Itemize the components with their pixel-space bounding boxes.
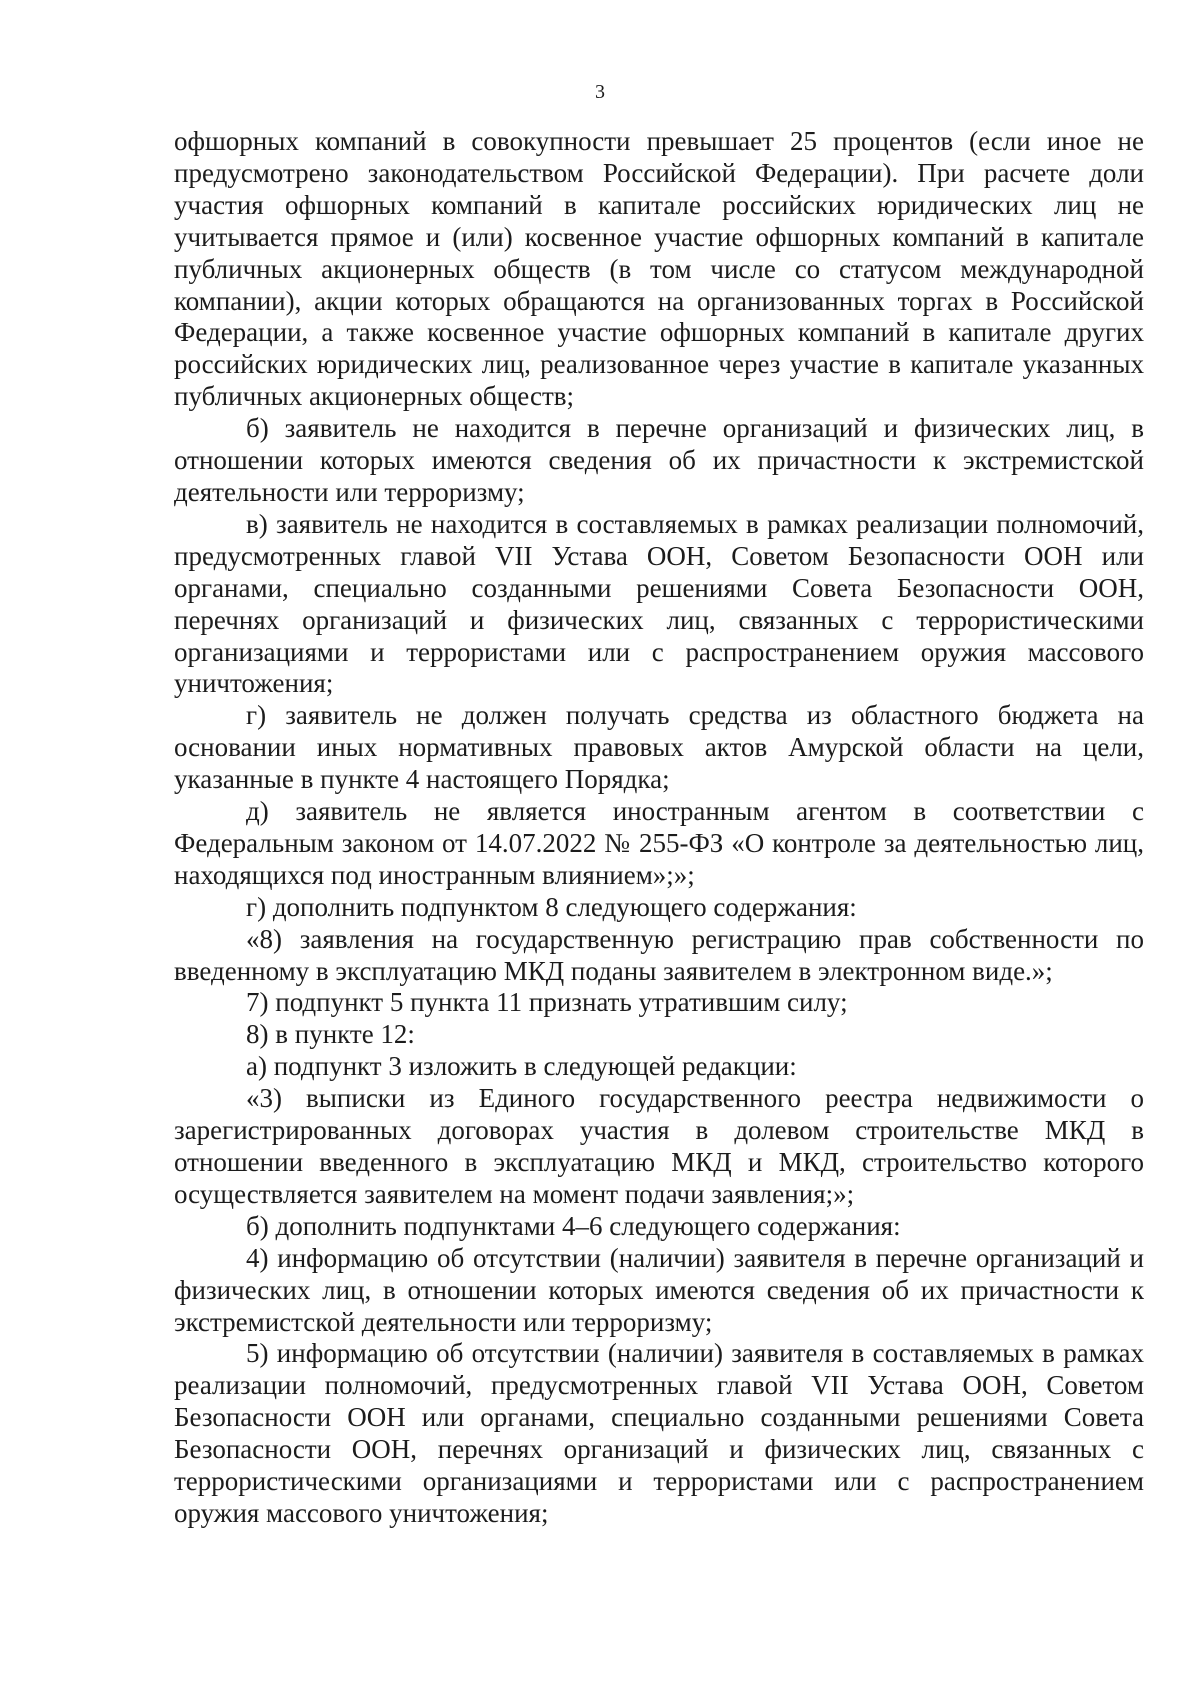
document-body <box>174 126 1144 1530</box>
paragraph-g-regional-budget: г) заявитель не должен получать средства из областного бюджета на основании иных нормативных правовых актов Амурской области на цели, указанные в пункте 4 настоящего Порядка; <box>174 700 1144 795</box>
paragraph-add-subpoint-8: г) дополнить подпунктом 8 следующего содержания: <box>246 891 857 922</box>
paragraph-item-7: 7) подпункт 5 пункта 11 признать утратившим силу; <box>246 987 848 1018</box>
paragraph-d-foreign-agent: д) заявитель не является иностранным агентом в соответствии с Федеральным законом от 14.07.2022 № 255-ФЗ «О контроле за деятельностью лиц, находящихся под иностранным влиянием»;»; <box>174 796 1144 890</box>
paragraph-8a: а) подпункт 3 изложить в следующей редакции: <box>246 1051 797 1082</box>
paragraph-subpoint-8-text: «8) заявления на государственную регистрацию прав собственности по введенному в эксплуатацию МКД поданы заявителем в электронном виде.»; <box>174 923 1144 986</box>
paragraph-8b: б) дополнить подпунктами 4–6 следующего содержания: <box>246 1210 901 1241</box>
page-number: 3 <box>595 81 605 103</box>
paragraph-subpoint-3-text: «3) выписки из Единого государственного реестра недвижимости о зарегистрированных договорах участия в долевом строительстве МКД в отношении введенного в эксплуатацию МКД и МКД, строительство которого осуществляется заявителем на момент подачи заявления;»; <box>174 1083 1144 1209</box>
paragraph-item-8: 8) в пункте 12: <box>246 1019 415 1050</box>
paragraph-subpoint-4: 4) информацию об отсутствии (наличии) заявителя в перечне организаций и физических лиц, в отношении которых имеются сведения об их причастности к экстремистской деятельности или терроризму; <box>174 1242 1144 1337</box>
paragraph-b-extremism-list: б) заявитель не находится в перечне организаций и физических лиц, в отношении которых имеются сведения об их причастности к экстремистской деятельности или терроризму; <box>174 413 1144 507</box>
paragraph-subpoint-5: 5) информацию об отсутствии (наличии) заявителя в составляемых в рамках реализации полномочий, предусмотренных главой VII Устава ООН, Советом Безопасности ООН или органами, специально созданными решениями Совета Безопасности ООН, перечнях организаций и физических лиц, связанных с террористическими организациями и террористами или с распространением оружия массового уничтожения; <box>174 1338 1144 1528</box>
paragraph-v-un-lists: в) заявитель не находится в составляемых в рамках реализации полномочий, предусмотренных главой VII Устава ООН, Советом Безопасности ООН или органами, специально созданными решениями Совета Безопасности ООН, перечнях организаций и физических лиц, связанных с террористическими организациями и террористами или с распространением оружия массового уничтожения; <box>174 508 1144 699</box>
paragraph-offshore-share: офшорных компаний в совокупности превышает 25 процентов (если иное не предусмотрено законодательством Российской Федерации). При расчете доли участия офшорных компаний в капитале российских юридических лиц не учитывается прямое и (или) косвенное участие офшорных компаний в капитале публичных акционерных обществ (в том числе со статусом международной компании), акции которых обращаются на организованных торгах в Российской Федерации, а также косвенное участие офшорных компаний в капитале других российских юридических лиц, реализованное через участие в капитале указанных публичных акционерных обществ; <box>174 126 1144 412</box>
